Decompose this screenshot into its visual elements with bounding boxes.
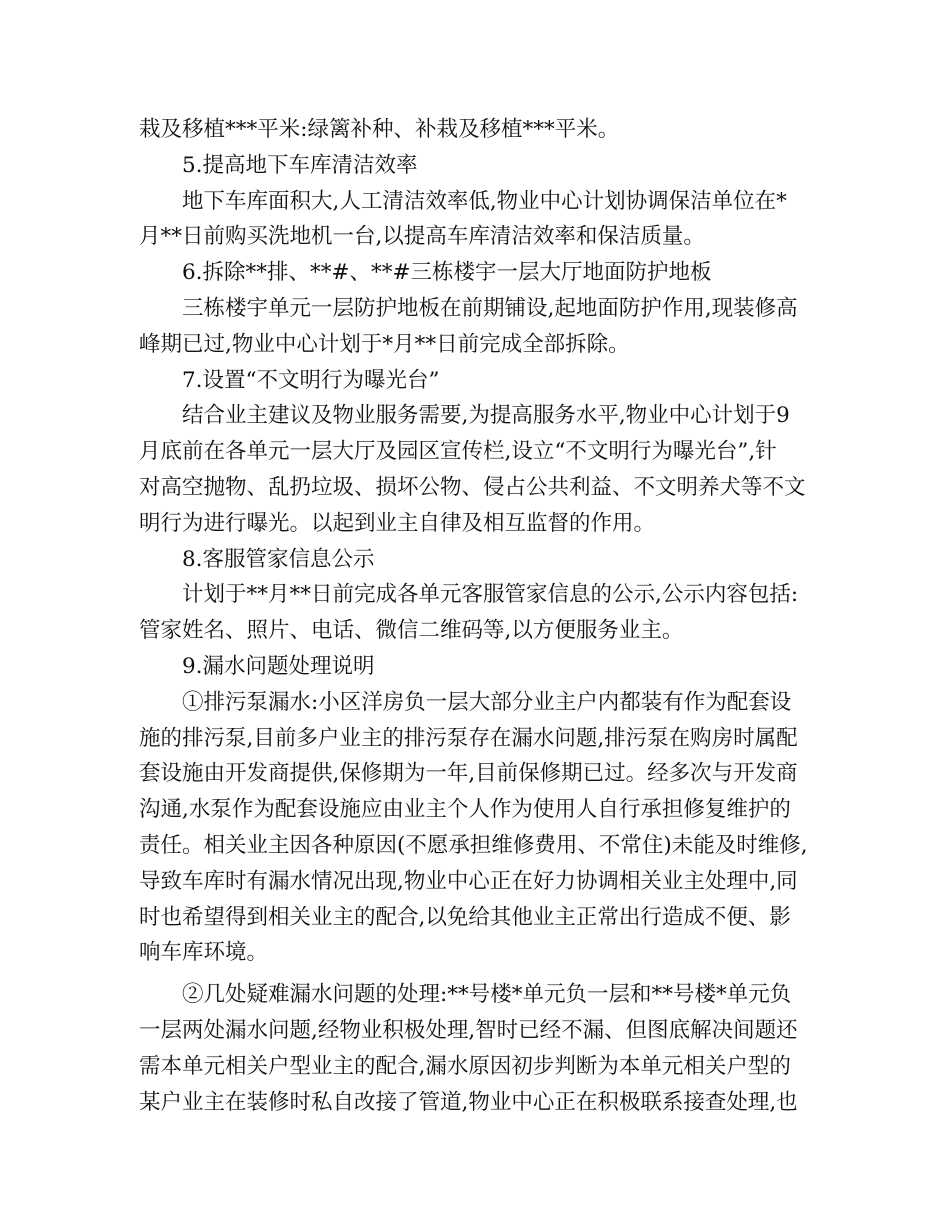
paragraph-line: ②几处疑难漏水问题的处理:**号楼*单元负一层和**号楼*单元负 (182, 982, 792, 1008)
section-heading-7: 7.设置“不文明行为曝光台” (182, 367, 440, 393)
paragraph-line: 管家姓名、照片、电话、微信二维码等,以方便服务业主。 (139, 618, 684, 644)
paragraph-line: 时也希望得到相关业主的配合,以免给其他业主正常出行造成不便、影 (139, 904, 791, 930)
paragraph-line: 沟通,水泵作为配套设施应由业主个人作为使用人自行承担修复维护的 (139, 797, 791, 823)
text-line-1: 栽及移植***平米:绿篱补种、补栽及移植***平米。 (139, 117, 620, 142)
paragraph-line: 责任。相关业主因各种原因(不愿承担维修费用、不常住)未能及时维修, (139, 832, 808, 858)
paragraph-line: ①排污泵漏水:小区洋房负一层大部分业主户内都装有作为配套设 (182, 689, 792, 715)
paragraph-line: 明行为进行曝光。以起到业主自律及相互监督的作用。 (139, 510, 656, 536)
paragraph-line: 计划于**月**日前完成各单元客服管家信息的公示,公示内容包括: (182, 582, 799, 608)
paragraph-line: 一层两处漏水问题,经物业积极处理,智时已经不漏、但图底解决间题还 (139, 1017, 798, 1043)
paragraph-line: 月**日前购买洗地机一台,以提高车库清洁效率和保洁质量。 (139, 224, 705, 250)
paragraph-line: 峰期已过,物业中心计划于*月**日前完成全部拆除。 (139, 331, 630, 357)
paragraph-line: 施的排污泵,目前多户业主的排污泵存在漏水问题,排污泵在购房时属配 (139, 725, 798, 751)
paragraph-line: 需本单元相关户型业主的配合,漏水原因初步判断为本单元相关户型的 (139, 1053, 791, 1079)
section-heading-8: 8.客服管家信息公示 (182, 546, 375, 572)
paragraph-line: 结合业主建议及物业服务需要,为提高服务水平,物业中心计划于9 (182, 403, 790, 429)
paragraph-line: 套设施由开发商提供,保修期为一年,目前保修期已过。经多次与开发商 (139, 761, 798, 787)
document-page (139, 112, 819, 1120)
section-heading-5: 5.提高地下车库清洁效率 (182, 152, 418, 178)
section-heading-6: 6.拆除**排、**#、**#三栋楼宇一层大厅地面防护地板 (182, 260, 712, 286)
paragraph-line: 月底前在各单元一层大厅及园区宣传栏,设立“不文明行为曝光台”,针 (139, 439, 777, 465)
section-heading-9: 9.漏水问题处理说明 (182, 653, 375, 679)
paragraph-line: 导致车库时有漏水情况出现,物业中心正在好力协调相关业主处理中,同 (139, 868, 798, 894)
paragraph-line: 地下车库面积大,人工清洁效率低,物业中心计划协调保洁单位在* (182, 188, 787, 214)
paragraph-line: 响车库环境。 (139, 940, 269, 966)
paragraph-line: 某户业主在装修时私自改接了管道,物业中心正在积极联系接查处理,也 (139, 1089, 798, 1115)
paragraph-line: 三栋楼宇单元一层防护地板在前期铺设,起地面防护作用,现装修高 (182, 295, 798, 321)
paragraph-line: 对高空抛物、乱扔垃圾、损坏公物、侵占公共利益、不文明养犬等不文 (139, 474, 806, 500)
